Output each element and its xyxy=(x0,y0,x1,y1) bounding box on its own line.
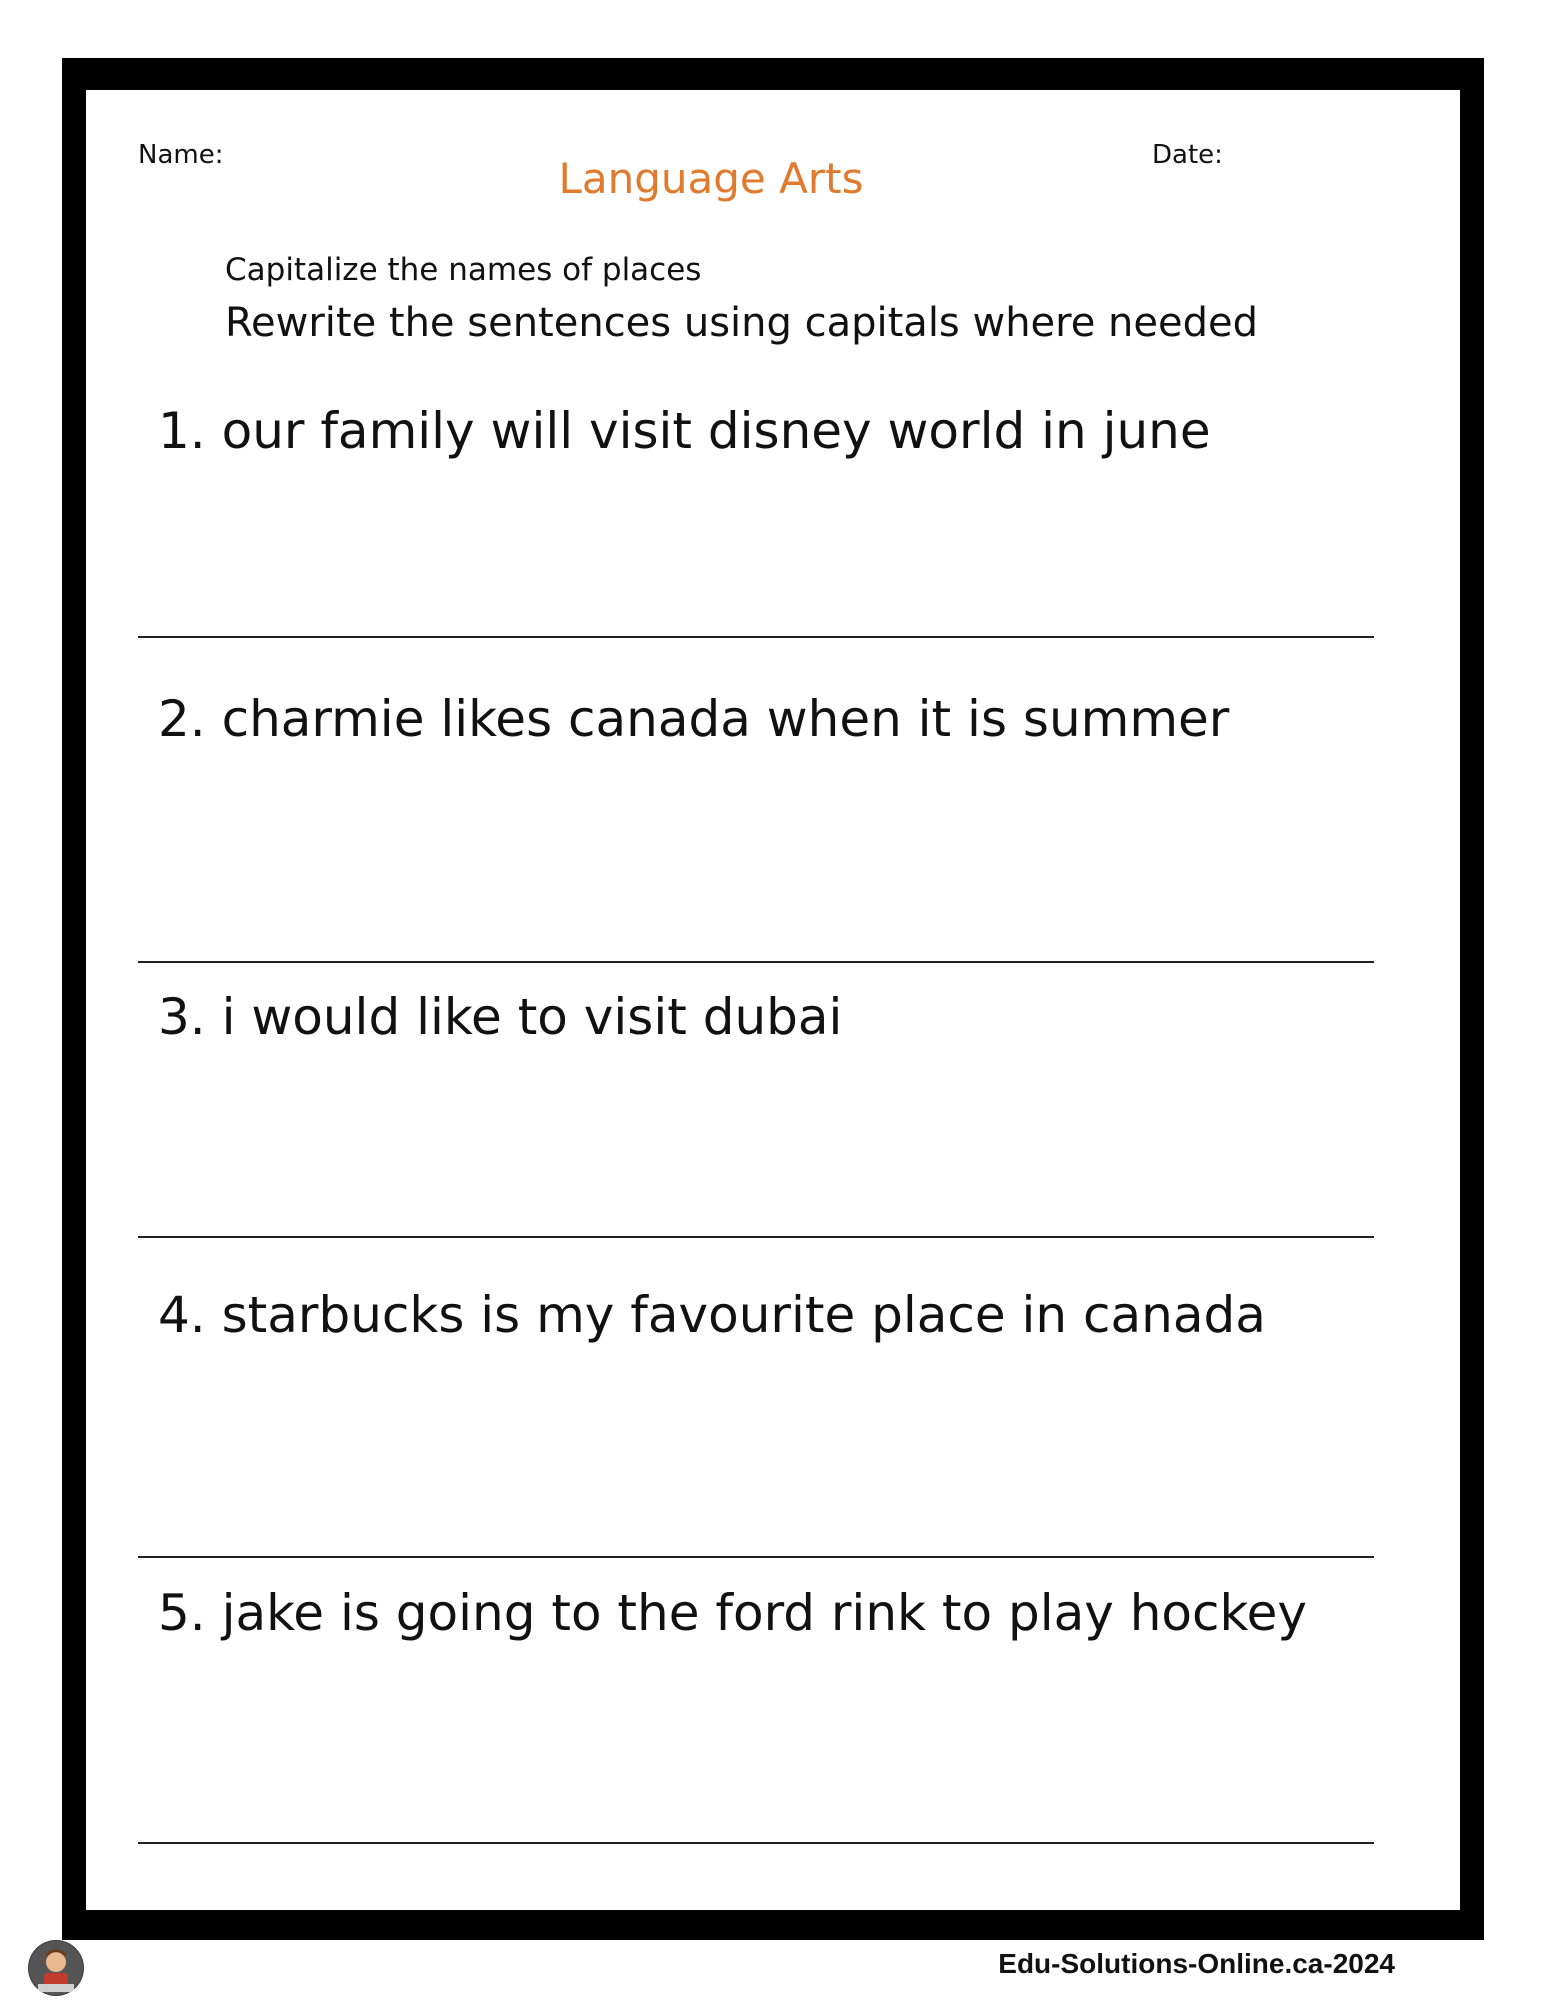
name-label: Name: xyxy=(138,140,224,170)
page-title: Language Arts xyxy=(558,154,864,203)
question-1: 1. our family will visit disney world in june xyxy=(158,402,1211,460)
question-5: 5. jake is going to the ford rink to play hockey xyxy=(158,1584,1307,1642)
question-4: 4. starbucks is my favourite place in canada xyxy=(158,1286,1266,1344)
instruction-line-2: Rewrite the sentences using capitals where needed xyxy=(225,300,1259,346)
question-3: 3. i would like to visit dubai xyxy=(158,988,843,1046)
instruction-line-1: Capitalize the names of places xyxy=(225,252,702,288)
answer-line-2[interactable] xyxy=(138,961,1374,963)
date-label: Date: xyxy=(1152,140,1223,170)
teacher-avatar-icon xyxy=(28,1940,84,1996)
question-2: 2. charmie likes canada when it is summer xyxy=(158,690,1230,748)
footer-credit: Edu-Solutions-Online.ca-2024 xyxy=(998,1948,1395,1979)
answer-line-1[interactable] xyxy=(138,636,1374,638)
answer-line-4[interactable] xyxy=(138,1556,1374,1558)
answer-line-3[interactable] xyxy=(138,1236,1374,1238)
answer-line-5[interactable] xyxy=(138,1842,1374,1844)
